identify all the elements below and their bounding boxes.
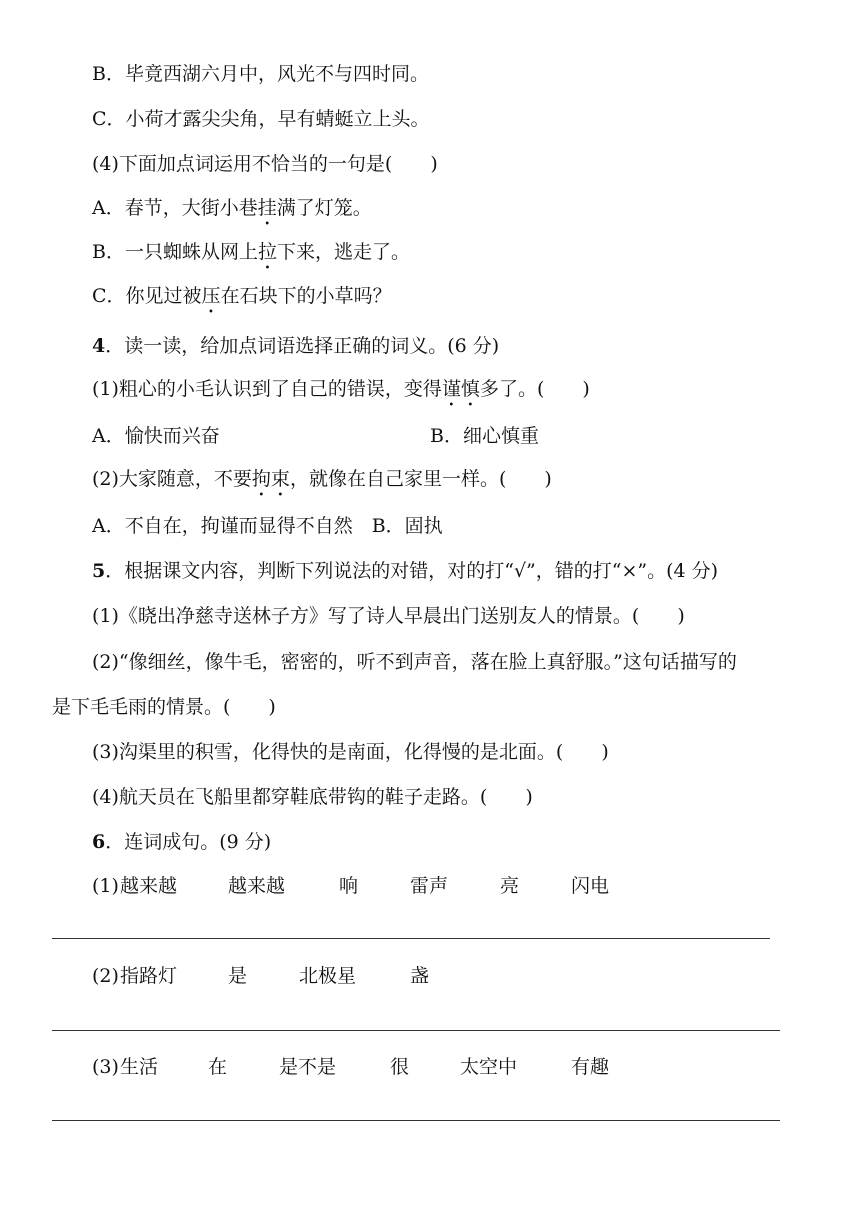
word: 指路灯 [120, 965, 178, 987]
word: 越来越 [120, 875, 178, 897]
word: 北极星 [299, 965, 357, 987]
word: 是不是 [279, 1056, 337, 1078]
option-b-spider: B．一只蜘蛛从网上拉下来，逃走了。 [92, 241, 410, 263]
word: 很 [390, 1056, 410, 1078]
word: 太空中 [460, 1056, 518, 1078]
question-number: 6 [92, 831, 106, 853]
word: 是 [228, 965, 248, 987]
word: 盏 [410, 965, 430, 987]
option-b-poem: B．毕竟西湖六月中，风光不与四时同。 [92, 63, 429, 85]
question-5-heading: 5．根据课文内容，判断下列说法的对错，对的打“√”，错的打“×”。(4 分) [92, 560, 719, 582]
q5-item-3: (3)沟渠里的积雪，化得快的是南面，化得慢的是北面。( ) [92, 741, 609, 763]
emphasized-word: 谨慎 [441, 378, 480, 400]
q4-item-2: (2)大家随意，不要拘束，就像在自己家里一样。( ) [92, 468, 552, 490]
word: 闪电 [571, 875, 610, 897]
word: 响 [339, 875, 359, 897]
word: 亮 [500, 875, 520, 897]
answer-line[interactable] [52, 1030, 780, 1031]
q5-item-4: (4)航天员在飞船里都穿鞋底带钩的鞋子走路。( ) [92, 786, 533, 808]
option-c-grass: C．你见过被压在石块下的小草吗？ [92, 285, 392, 307]
group-label: (3) [92, 1056, 119, 1078]
word: 雷声 [410, 875, 449, 897]
q5-item-2-continued: 是下毛毛雨的情景。( ) [52, 696, 276, 718]
word: 在 [208, 1056, 228, 1078]
q5-item-2: (2)“像细丝，像牛毛，密密的，听不到声音，落在脸上真舒服。”这句话描写的 [92, 651, 737, 673]
word: 越来越 [228, 875, 286, 897]
group-label: (2) [92, 965, 119, 987]
answer-line[interactable] [52, 1120, 780, 1121]
question-number: 5 [92, 560, 106, 582]
emphasized-word: 压 [201, 285, 221, 307]
q5-item-1: (1)《晓出净慈寺送林子方》写了诗人早晨出门送别友人的情景。( ) [92, 605, 685, 627]
question-6-heading: 6．连词成句。(9 分) [92, 831, 272, 853]
q4-item-1-option-a: A．愉快而兴奋 [92, 425, 220, 447]
emphasized-word: 拘束 [251, 468, 290, 490]
option-c-poem: C．小荷才露尖尖角，早有蜻蜓立上头。 [92, 108, 430, 130]
question-4-heading: 4．读一读，给加点词语选择正确的词义。(6 分) [92, 335, 500, 357]
word: 生活 [120, 1056, 159, 1078]
group-label: (1) [92, 875, 119, 897]
emphasized-word: 拉 [257, 241, 277, 263]
option-a-lanterns: A．春节，大街小巷挂满了灯笼。 [92, 197, 372, 219]
emphasized-word: 挂 [257, 197, 277, 219]
subquestion-4: (4)下面加点词运用不恰当的一句是( ) [92, 153, 438, 175]
q4-item-2-options: A．不自在，拘谨而显得不自然 B．固执 [92, 515, 443, 537]
q4-item-1-option-b: B．细心慎重 [430, 425, 539, 447]
word: 有趣 [571, 1056, 610, 1078]
question-number: 4 [92, 335, 106, 357]
answer-line[interactable] [52, 938, 770, 939]
q4-item-1: (1)粗心的小毛认识到了自己的错误，变得谨慎多了。( ) [92, 378, 590, 400]
